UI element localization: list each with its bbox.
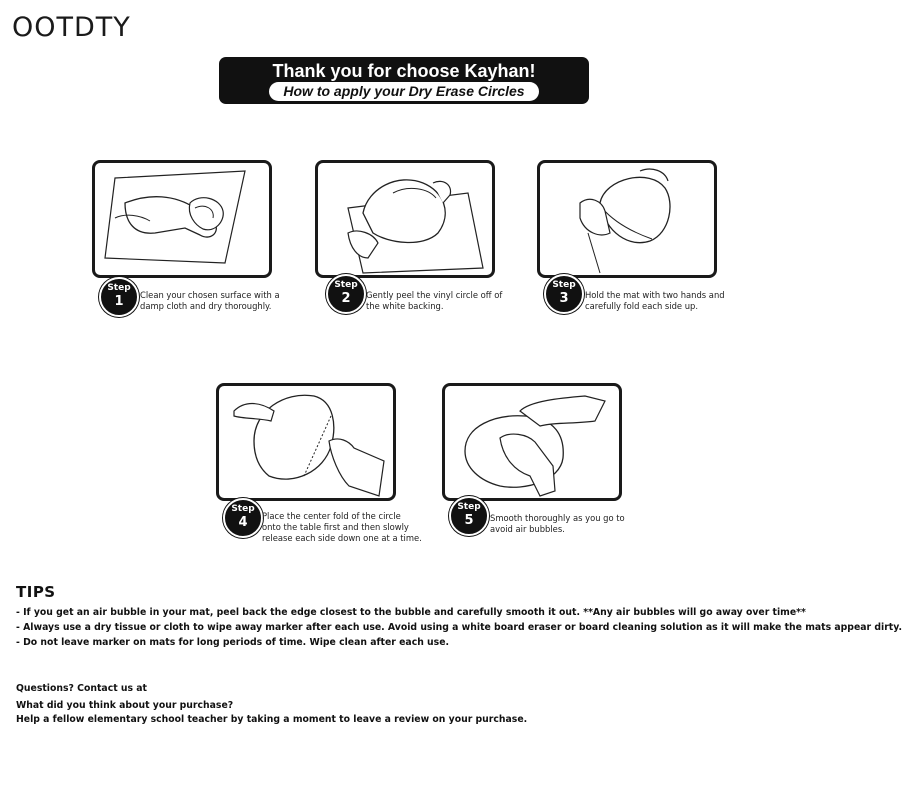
step-4-line-2: onto the table first and then slowly — [262, 522, 409, 532]
step-4-word: Step — [231, 504, 255, 514]
tip-item: - Always use a dry tissue or cloth to wipe away marker after each use. Avoid using a white board eraser or board cleaning solution as it will make the mats appear dirty. — [16, 622, 902, 633]
step-3-illustration — [537, 160, 717, 278]
step-5-badge — [449, 496, 489, 536]
step-3-text — [585, 290, 725, 312]
tip-item: - If you get an air bubble in your mat, peel back the edge closest to the bubble and carefully smooth it out. **Any air bubbles will go away over time** — [16, 607, 806, 618]
step-5-line-1: Smooth thoroughly as you go to — [490, 513, 625, 523]
step-1-word: Step — [107, 283, 131, 293]
step-1-text — [140, 290, 280, 312]
step-4-line-1: Place the center fold of the circle — [262, 511, 401, 521]
banner-subtitle: How to apply your Dry Erase Circles — [269, 82, 539, 101]
step-2-text — [366, 290, 502, 312]
step-1-line-1: Clean your chosen surface with a — [140, 290, 280, 300]
step-3-line-1: Hold the mat with two hands and — [585, 290, 725, 300]
step-2-number: 2 — [341, 291, 351, 306]
step-5-text — [490, 513, 625, 535]
peel-circle-drawing — [318, 163, 492, 275]
smooth-bubbles-drawing — [445, 386, 619, 498]
step-4-number: 4 — [238, 515, 248, 530]
brand-name: OOTDTY — [12, 12, 131, 43]
step-5-illustration — [442, 383, 622, 501]
place-fold-drawing — [219, 386, 393, 498]
step-4-badge — [223, 498, 263, 538]
step-3-number: 3 — [559, 291, 569, 306]
step-5-number: 5 — [464, 513, 474, 528]
step-1-line-2: damp cloth and dry thoroughly. — [140, 301, 272, 311]
step-4-illustration — [216, 383, 396, 501]
step-1-number: 1 — [114, 294, 124, 309]
tip-item: - Do not leave marker on mats for long periods of time. Wipe clean after each use. — [16, 637, 450, 648]
step-2-line-1: Gently peel the vinyl circle off of — [366, 290, 503, 300]
step-5-line-2: avoid air bubbles. — [490, 524, 565, 534]
fold-mat-drawing — [540, 163, 714, 275]
contact-line: Questions? Contact us at — [16, 683, 148, 694]
step-2-illustration — [315, 160, 495, 278]
step-2-word: Step — [334, 280, 358, 290]
tips-heading: TIPS — [16, 583, 56, 601]
review-request: Help a fellow elementary school teacher by taking a moment to leave a review on your purchase. — [16, 714, 528, 725]
banner-title: Thank you for choose Kayhan! — [272, 61, 536, 81]
step-4-text — [262, 511, 422, 544]
title-banner — [219, 57, 589, 104]
step-2-line-2: the white backing. — [366, 301, 444, 311]
step-2-badge — [326, 274, 366, 314]
step-3-badge — [544, 274, 584, 314]
wipe-surface-drawing — [95, 163, 269, 275]
step-4-line-3: release each side down one at a time. — [262, 533, 422, 543]
feedback-question: What did you think about your purchase? — [16, 700, 234, 711]
step-3-word: Step — [552, 280, 576, 290]
step-5-word: Step — [457, 502, 481, 512]
step-1-illustration — [92, 160, 272, 278]
step-3-line-2: carefully fold each side up. — [585, 301, 699, 311]
step-1-badge — [99, 277, 139, 317]
